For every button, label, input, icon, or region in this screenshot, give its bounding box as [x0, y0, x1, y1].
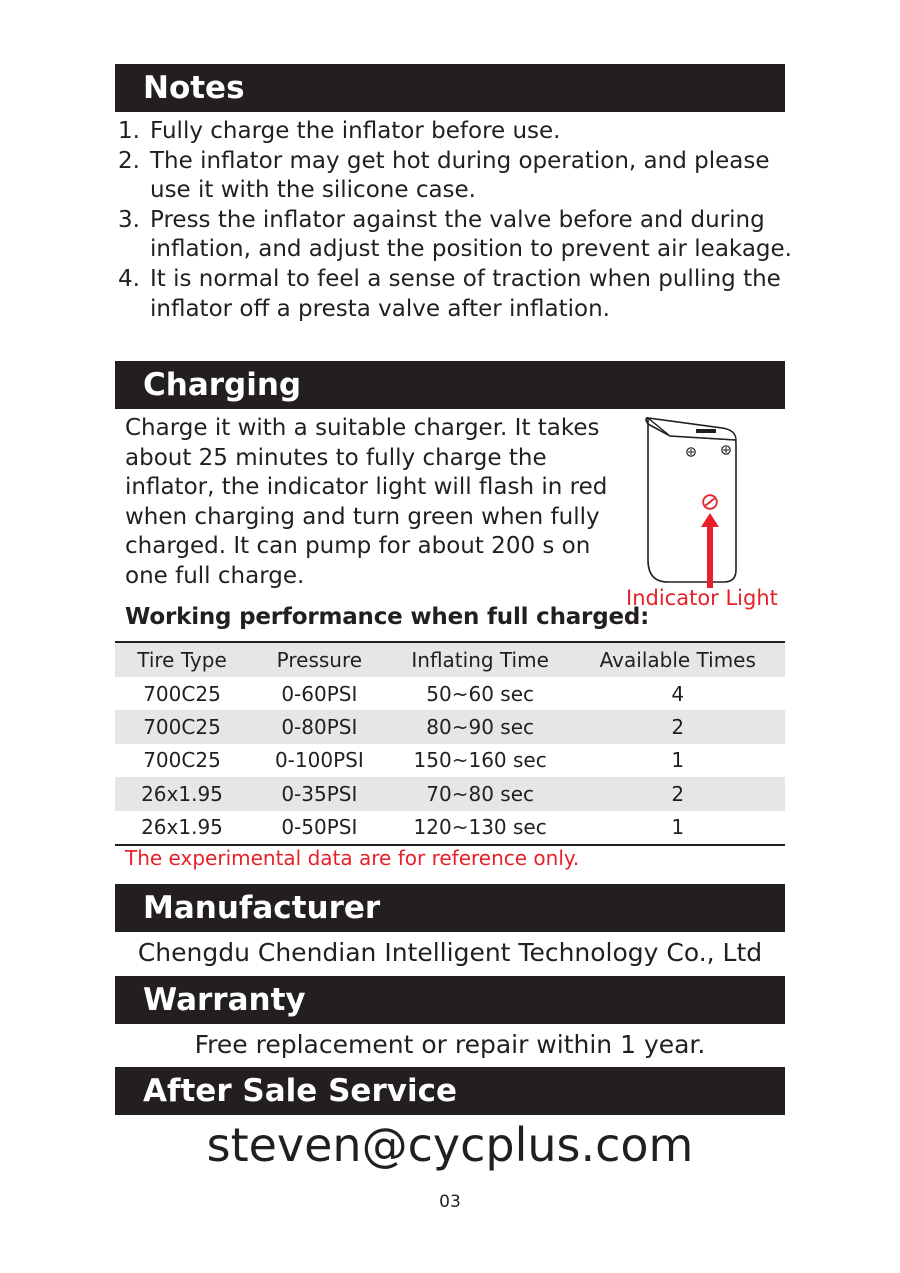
table-header-row	[115, 642, 785, 677]
page-number: 03	[439, 1192, 461, 1212]
indicator-light-label: Indicator Light	[626, 586, 778, 610]
table-cell: 0-80PSI	[249, 710, 390, 743]
table-cell: 4	[671, 681, 685, 706]
table-cell: 1	[671, 748, 685, 773]
list-item-number: 3.	[118, 206, 140, 233]
manufacturer-name: Chengdu Chendian Intelligent Technology Co., Ltd	[137, 938, 763, 967]
notes-list	[118, 117, 798, 324]
table-row	[115, 744, 785, 777]
table-cell: 700C25	[115, 710, 249, 743]
table-cell: 0-100PSI	[274, 748, 364, 773]
manufacturer-heading: Manufacturer	[115, 884, 785, 932]
table-cell: 1	[671, 815, 685, 840]
list-item	[118, 117, 798, 147]
table-row	[115, 677, 785, 710]
support-email: steven@cycplus.com	[206, 1118, 694, 1172]
list-item-text: It is normal to feel a sense of traction when pulling the inflator off a presta valve after inflation.	[150, 265, 781, 322]
column-header-tire-type: Tire Type	[115, 642, 249, 677]
table-cell: 2	[571, 710, 785, 743]
left-screw-icon	[687, 448, 695, 456]
warranty-heading: Warranty	[115, 976, 785, 1024]
right-screw-icon	[722, 446, 730, 454]
list-item-number: 4.	[118, 265, 140, 292]
charging-heading: Charging	[115, 361, 785, 409]
list-item-text: The inflator may get hot during operation, and please use it with the silicone case.	[150, 147, 770, 204]
table-cell: 0-35PSI	[249, 777, 390, 810]
list-item-text: Fully charge the inflator before use.	[150, 118, 561, 144]
table-cell: 120~130 sec	[413, 815, 547, 840]
charging-port	[696, 429, 716, 433]
list-item-text: Press the inflator against the valve before and during inflation, and adjust the position to prevent air leakage.	[150, 206, 792, 263]
list-item-number: 2.	[118, 147, 140, 174]
table-cell: 80~90 sec	[390, 710, 571, 743]
performance-table	[115, 641, 785, 846]
charging-description: Charge it with a suitable charger. It takes about 25 minutes to fully charge the inflator, the indicator light will flash in red when charging and turn green when fully charged. It can pump for about 200 s on one full charge.	[125, 415, 608, 589]
table-cell: 26x1.95	[115, 777, 249, 810]
table-cell: 700C25	[143, 681, 221, 706]
list-item	[118, 265, 798, 324]
after-sale-heading: After Sale Service	[115, 1067, 785, 1115]
table-cell: 700C25	[143, 748, 221, 773]
table-row	[115, 811, 785, 845]
column-header-inflating-time: Inflating Time	[390, 642, 571, 677]
table-cell: 50~60 sec	[426, 681, 534, 706]
warranty-text: Free replacement or repair within 1 year.	[194, 1030, 706, 1059]
table-cell: 150~160 sec	[413, 748, 547, 773]
table-cell: 70~80 sec	[390, 777, 571, 810]
list-item-number: 1.	[118, 118, 140, 144]
column-header-pressure: Pressure	[249, 642, 390, 677]
inflator-body	[648, 418, 736, 582]
list-item	[118, 206, 798, 265]
table-cell: 2	[571, 777, 785, 810]
table-cell: 0-50PSI	[281, 815, 358, 840]
table-cell: 0-60PSI	[281, 681, 358, 706]
inflator-illustration	[640, 410, 750, 590]
reference-disclaimer: The experimental data are for reference only.	[125, 846, 580, 870]
list-item	[118, 147, 798, 206]
column-header-available-times: Available Times	[571, 642, 785, 677]
indicator-light-icon	[703, 495, 717, 509]
notes-heading: Notes	[115, 64, 785, 112]
table-row	[115, 777, 785, 810]
table-cell: 26x1.95	[141, 815, 223, 840]
performance-title: Working performance when full charged:	[125, 604, 650, 630]
table-row	[115, 710, 785, 743]
